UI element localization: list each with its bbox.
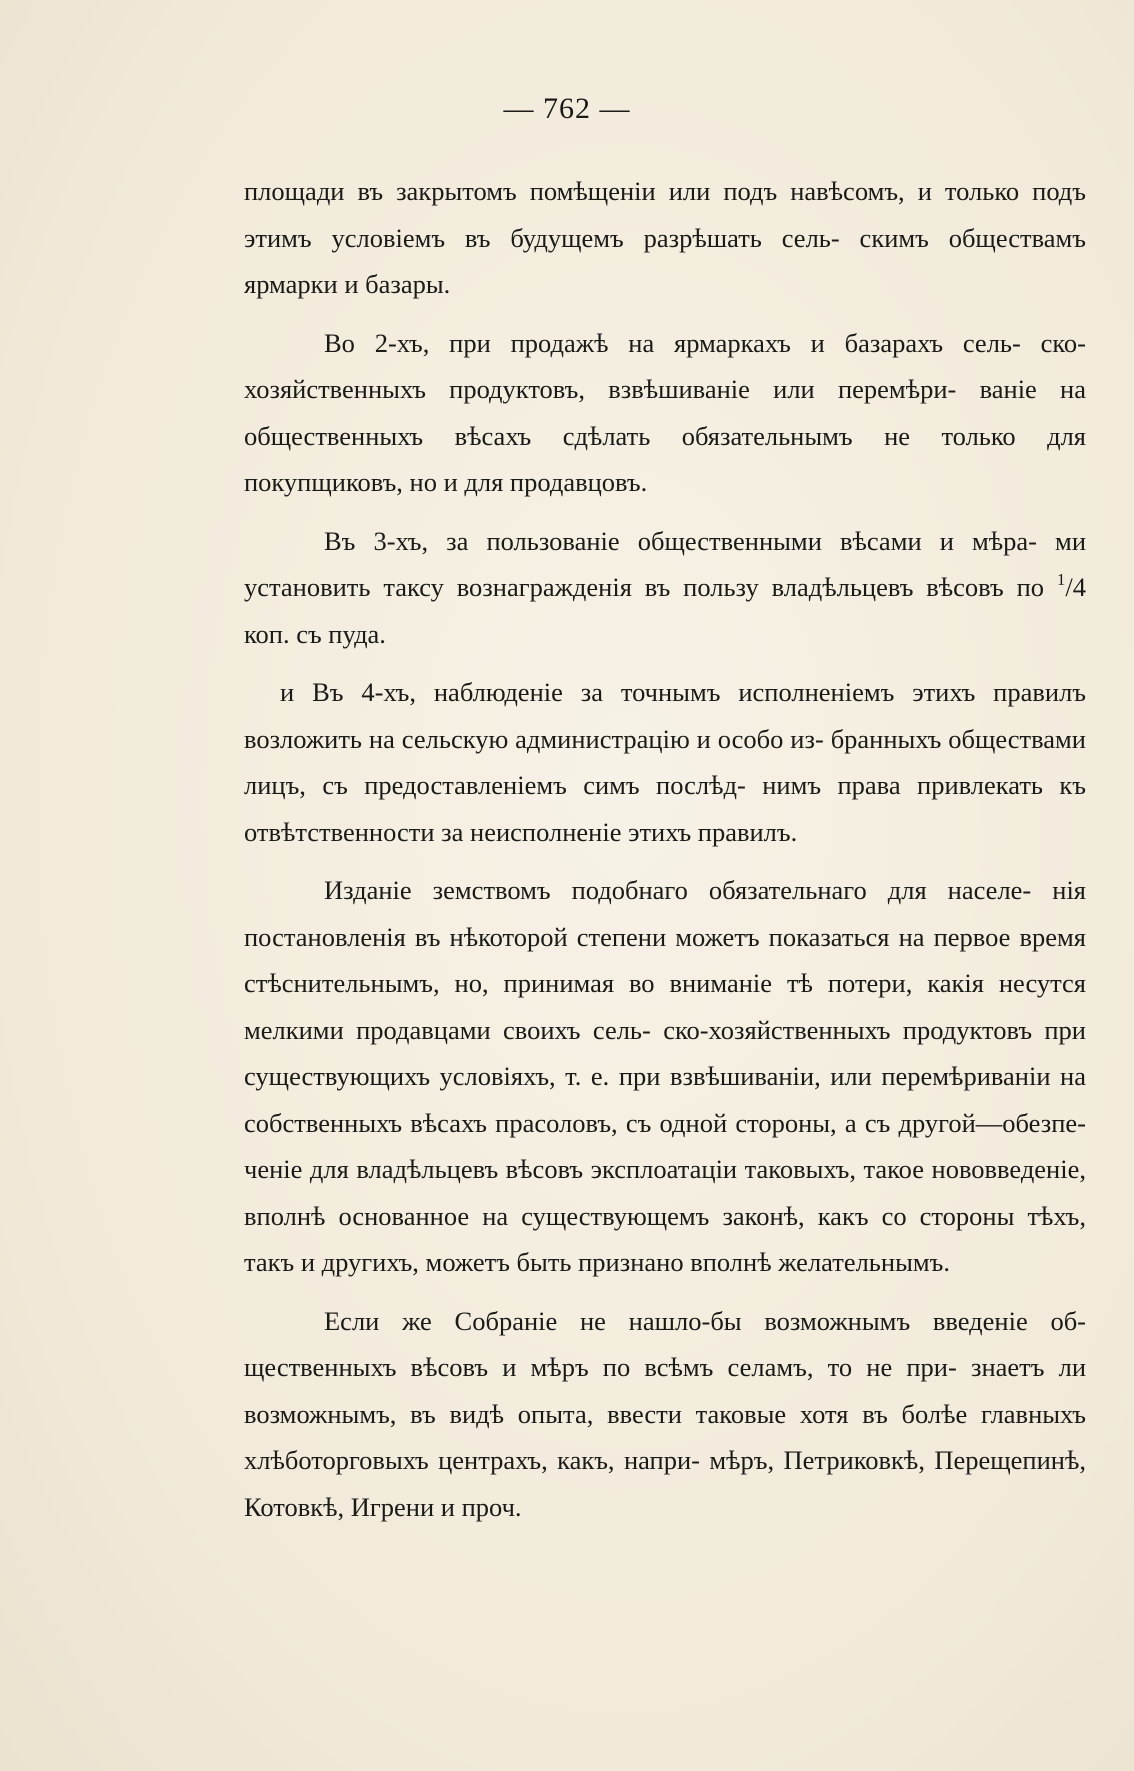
paragraph-2 [244,320,1086,506]
paragraph-3-text: Въ 3-хъ, за пользованіе общественными вѣсами и мѣра- ми установить таксу вознагражденія въ пользу владѣльцевъ вѣсовъ по [244,525,1086,602]
fraction-denominator: 4 [1072,572,1086,602]
paragraph-6-text: Если же Собраніе не нашло-бы возможнымъ введеніе об- щественныхъ вѣсовъ и мѣръ по всѣмъ селамъ, то не при- знаетъ ли возможнымъ, въ видѣ опыта, ввести таковые хотя въ болѣе главныхъ хлѣботорговыхъ центрахъ, какъ, напри- мѣръ, Петриковкѣ, Перещепинѣ, Котовкѣ, Игрени и проч. [244,1305,1086,1522]
paragraph-5-text: Изданіе земствомъ подобнаго обязательнаго для населе- нія постановленія въ нѣкоторой степени можетъ показаться на первое время стѣснительнымъ, но, принимая во вниманіе тѣ потери, какія несутся мелкими продавцами своихъ сель- ско-хозяйственныхъ продуктовъ при существующихъ условіяхъ, т. е. при взвѣшиваніи, или перемѣриваніи на собственныхъ вѣсахъ прасоловъ, съ одной стороны, а съ другой—обезпе- ченіе для владѣльцевъ вѣсовъ эксплоатаціи таковыхъ, такое нововведеніе, вполнѣ основанное на существующемъ законѣ, какъ со стороны тѣхъ, такъ и другихъ, можетъ быть признано вполнѣ желательнымъ. [244,875,1086,1277]
body-text [244,168,1086,1542]
page-number: — 762 — [503,92,631,125]
fraction: $^1$/4 [1056,570,1086,602]
fraction-numerator: 1 [1056,570,1066,589]
paragraph-5 [244,867,1086,1286]
paragraph-4-marker: и [280,677,295,707]
paragraph-3-text-end: коп. съ пуда. [244,618,386,649]
paragraph-1 [244,168,1086,308]
paragraph-3 [244,518,1086,658]
paragraph-4-text: Въ 4-хъ, наблюденіе за точнымъ исполненіемъ этихъ правилъ возложить на сельскую администрацію и особо из- бранныхъ обществами лицъ, съ предоставленіемъ симъ послѣд- нимъ права привлекать къ отвѣтственности за неисполненіе этихъ правилъ. [244,677,1086,847]
paragraph-2-text: Во 2-хъ, при продажѣ на ярмаркахъ и базарахъ сель- ско-хозяйственныхъ продуктовъ, взвѣшиваніе или перемѣри- ваніе на общественныхъ вѣсахъ сдѣлать обязательнымъ не только для покупщиковъ, но и для продавцовъ. [244,327,1086,497]
paragraph-6 [244,1298,1086,1531]
paragraph-1-text: площади въ закрытомъ помѣщеніи или подъ навѣсомъ, и только подъ этимъ условіемъ въ будущемъ разрѣшать сель- скимъ обществамъ ярмарки и базары. [244,176,1086,299]
paragraph-4 [244,669,1086,855]
